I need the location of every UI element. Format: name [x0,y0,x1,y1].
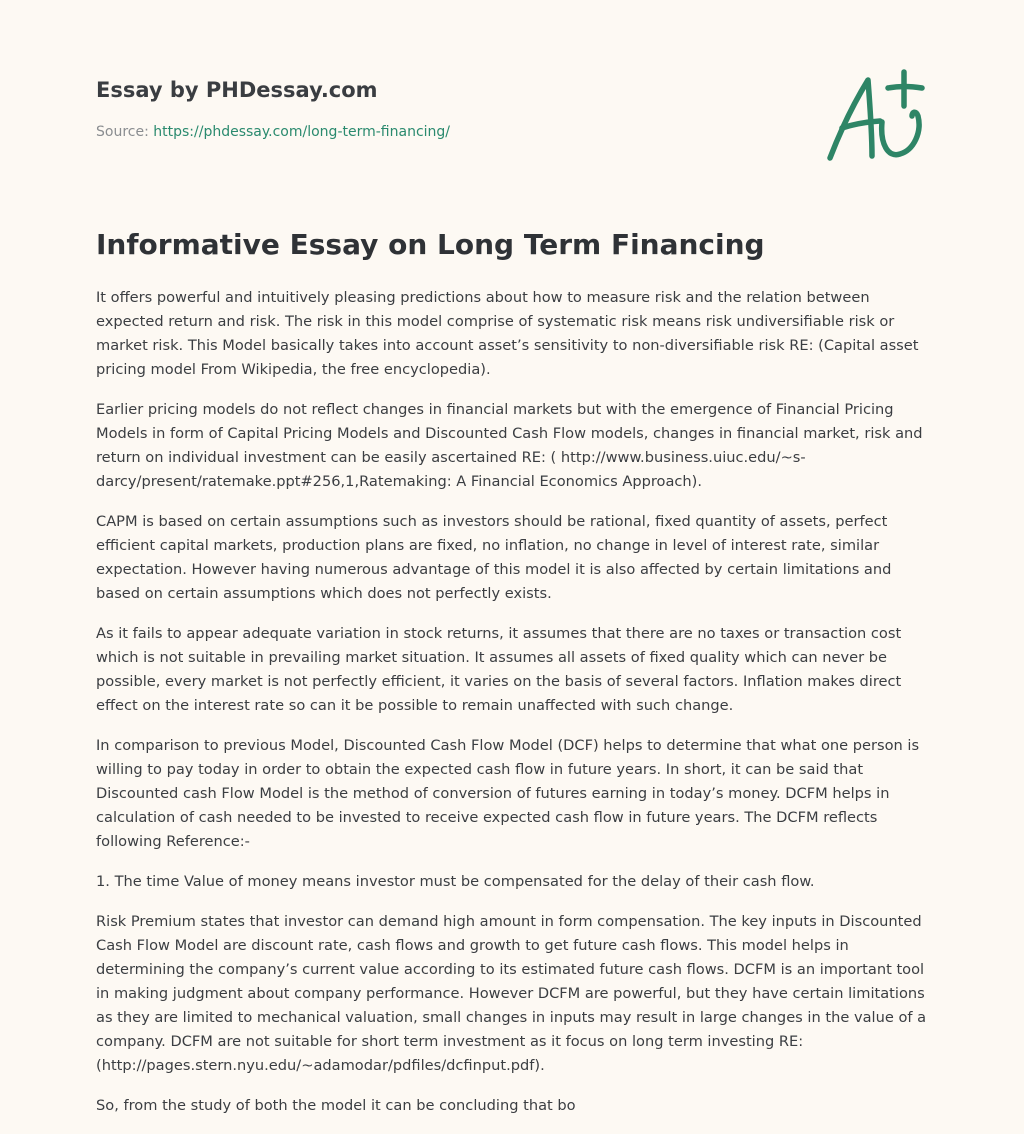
source-label: Source: [96,124,154,140]
source-link[interactable]: https://phdessay.com/long-term-financing/ [153,124,451,140]
essay-list-item: 1. The time Value of money means investor must be compensated for the delay of their cash flow. [96,873,815,890]
essay-paragraph: In comparison to previous Model, Discounted Cash Flow Model (DCF) helps to determine that what one person is willing to pay today in order to obtain the expected cash flow in future years. In short, it can be said that Discounted cash Flow Model is the method of conversion of futures earning in today’s money. DCFM helps in calculation of cash needed to be invested to receive expected cash flow in future years. The DCFM reflects following Reference:- [96,737,920,850]
essay-paragraph: As it fails to appear adequate variation in stock returns, it assumes that there are no taxes or transaction cost which is not suitable in prevailing market situation. It assumes all assets of fixed quality which can never be possible, every market is not perfectly efficient, it varies on the basis of several factors. Inflation makes direct effect on the interest rate so can it be possible to remain unaffected with such change. [96,625,902,714]
essay-paragraph: Risk Premium states that investor can demand high amount in form compensation. The key inputs in Discounted Cash Flow Model are discount rate, cash flows and growth to get future cash flows. This model helps in determining the company’s current value according to its estimated future cash flows. DCFM is an important tool in making judgment about company performance. However DCFM are powerful, but they have certain limitations as they are limited to mechanical valuation, small changes in inputs may result in large changes in the value of a company. DCFM are not suitable for short term investment as it focus on long term investing RE: (http://pages.stern.nyu.edu/~adamodar/pdfiles/dcfinput.pdf). [96,913,927,1074]
page-header [96,76,936,142]
essay-body [96,286,932,1134]
essay-paragraph: CAPM is based on certain assumptions such as investors should be rational, fixed quantity of assets, perfect efficient capital markets, production plans are fixed, no inflation, no change in level of interest rate, similar expectation. However having numerous advantage of this model it is also affected by certain limitations and based on certain assumptions which does not perfectly exists. [96,513,892,602]
essay-title: Informative Essay on Long Term Financing [96,228,765,261]
a-plus-logo-icon [822,66,932,166]
essay-paragraph: So, from the study of both the model it can be concluding that bo [96,1097,576,1114]
essay-paragraph: It offers powerful and intuitively pleasing predictions about how to measure risk and the relation between expected return and risk. The risk in this model comprise of systematic risk means risk undiversifiable risk or market risk. This Model basically takes into account asset’s sensitivity to non-diversifiable risk RE: (Capital asset pricing model From Wikipedia, the free encyclopedia). [96,289,919,378]
essay-paragraph: Earlier pricing models do not reflect changes in financial markets but with the emergence of Financial Pricing Models in form of Capital Pricing Models and Discounted Cash Flow models, changes in financial market, risk and return on individual investment can be easily ascertained RE: ( http://www.business.uiuc.edu/~s-darcy/present/ratemake.ppt#256,1,Ratemaking: A Financial Economics Approach). [96,401,923,490]
brand-title: Essay by PHDessay.com [96,78,378,102]
source-line [96,122,936,142]
